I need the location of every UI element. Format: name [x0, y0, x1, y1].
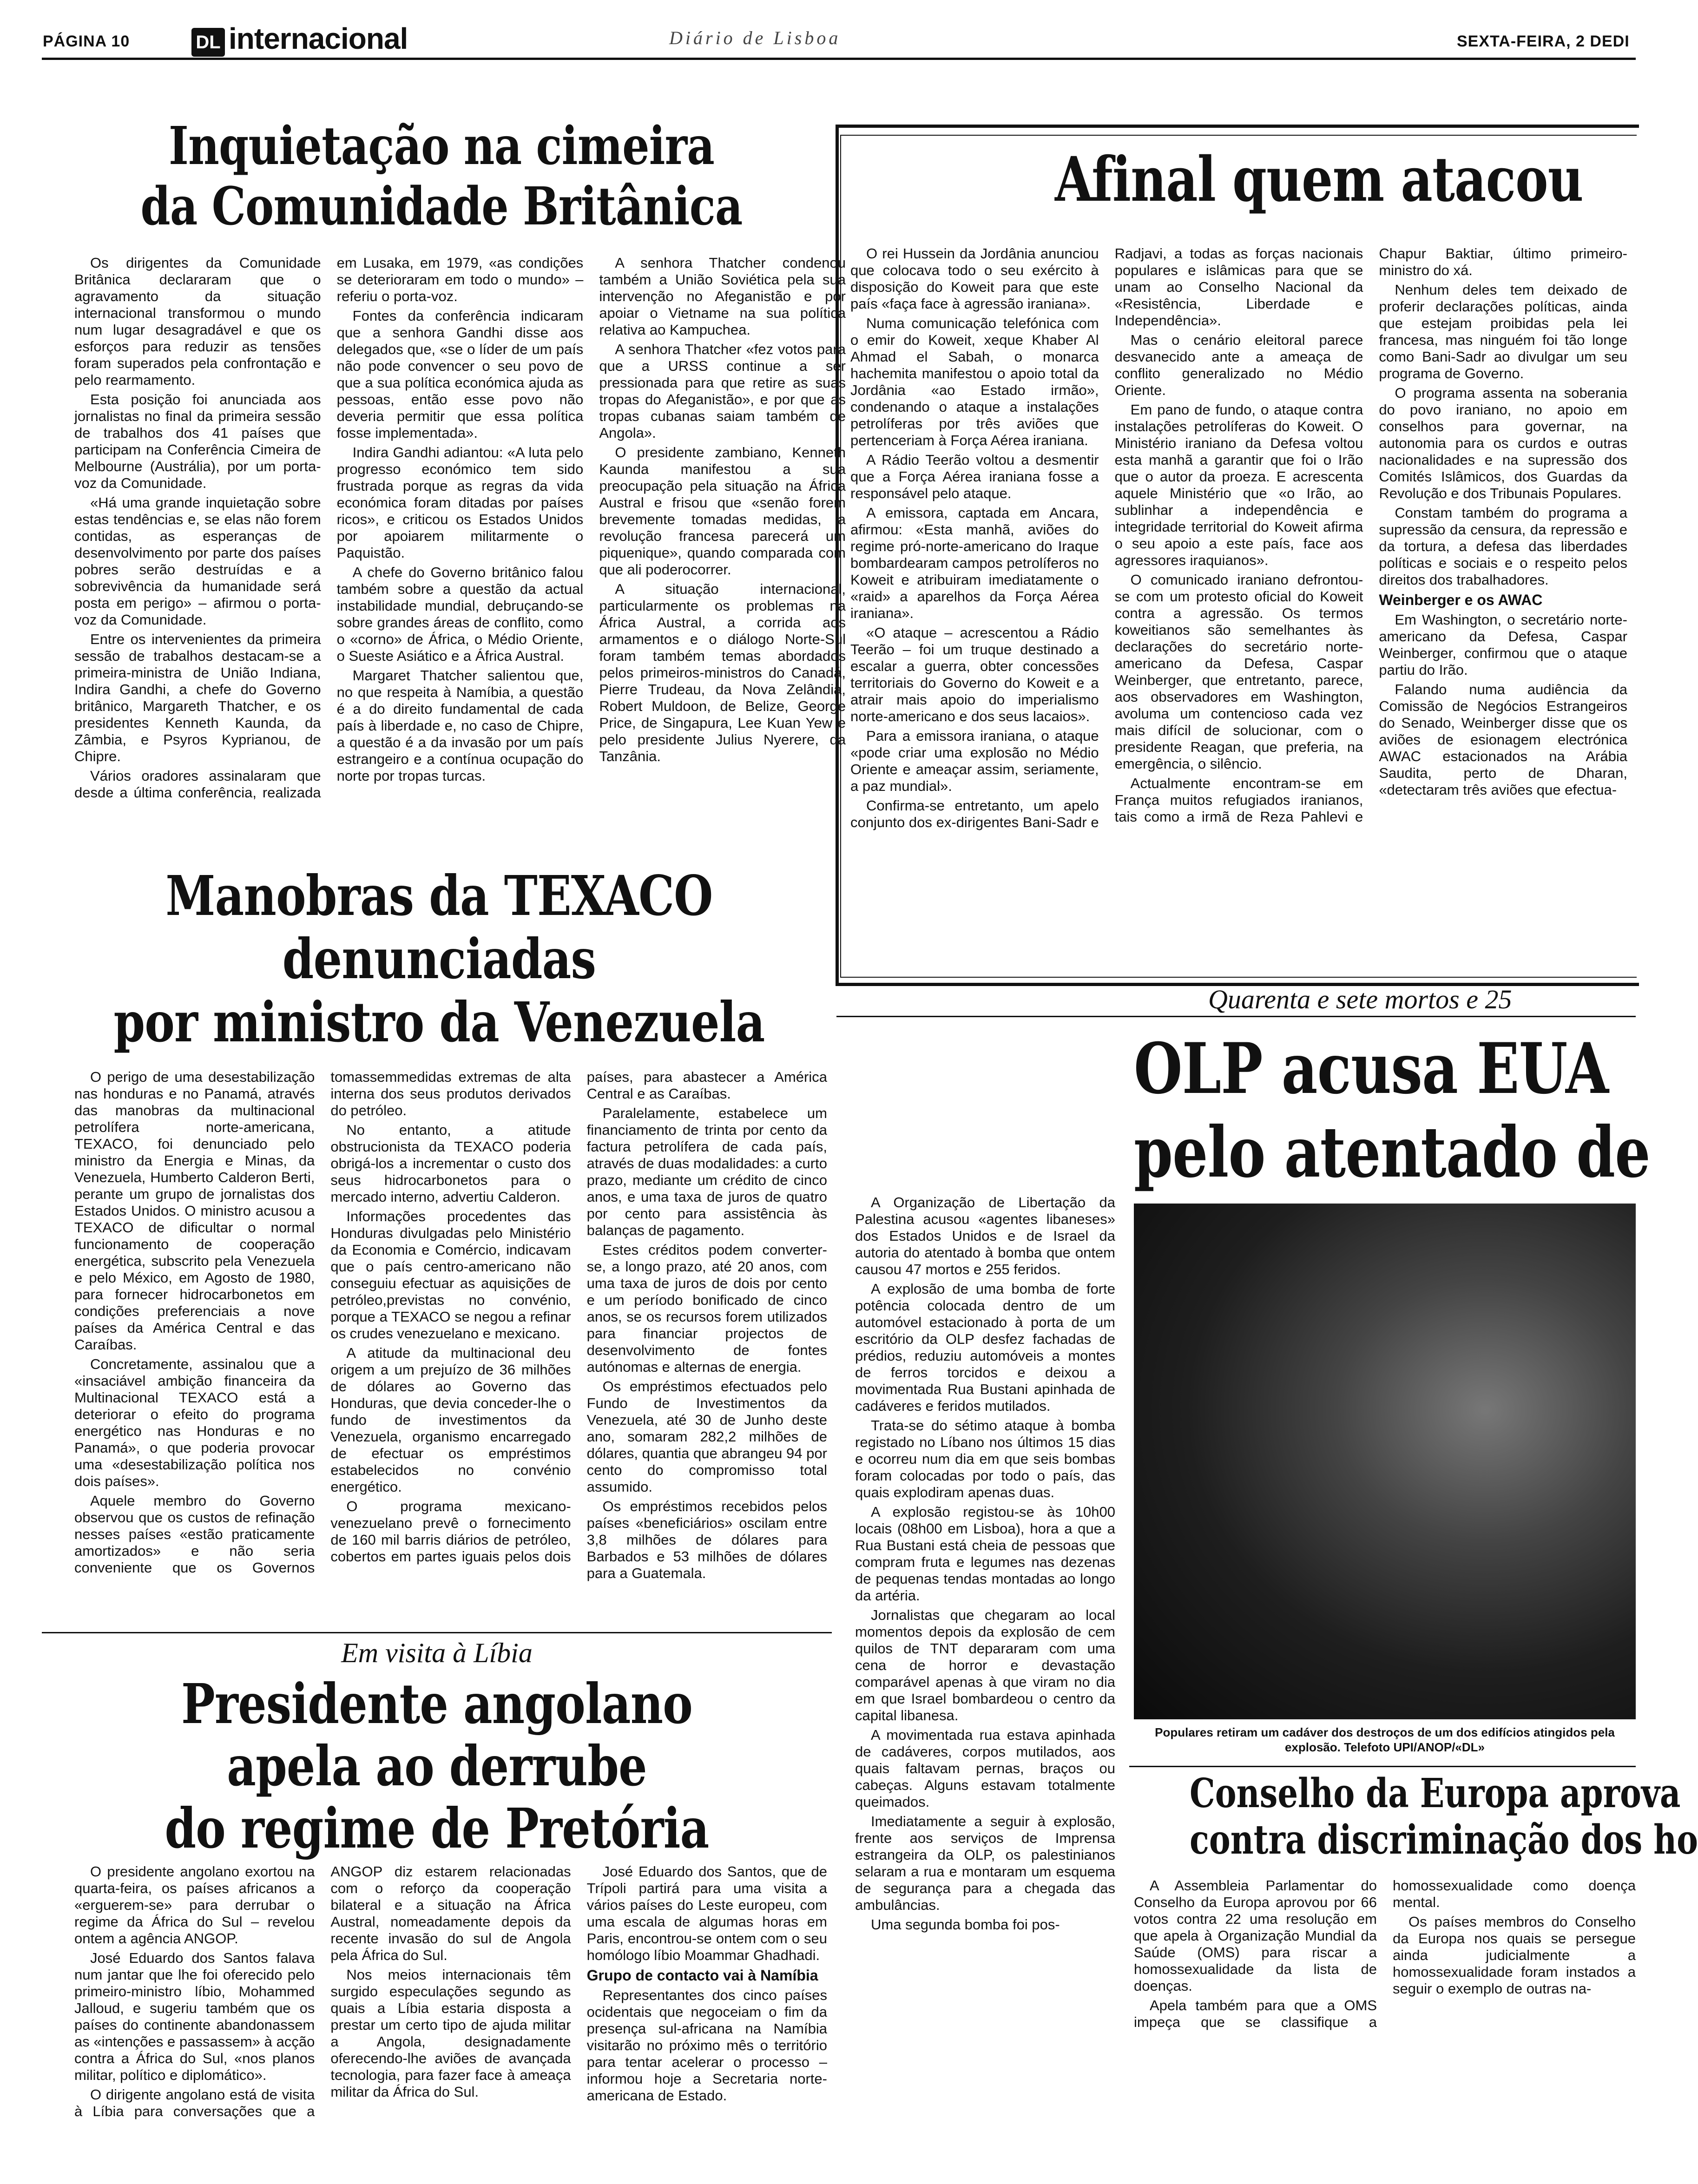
angola-paragraph: Nos meios internacionais têm surgido especulações segundo as quais a Líbia estaria disposta a prestar um certo tipo de ajuda militar a Angola, designadamente oferecendo-lhe aviões de avançada tecnologia, para fazer face à ameaça militar da África do Sul.	[330, 1967, 571, 2100]
page-date: SEXTA-FEIRA, 2 DEDI	[1457, 33, 1630, 50]
angola-subhead: Grupo de contacto vai à Namíbia	[586, 1967, 818, 1984]
page-number: PÁGINA 10	[43, 33, 130, 50]
angola-headline-line2: apela ao derrube	[227, 1734, 647, 1798]
afinal-paragraph: A Rádio Teerão voltou a desmentir que a Força Aérea iraniana fosse a responsável pelo ataque.	[850, 452, 1099, 501]
texaco-paragraph: Aquele membro do Governo observou que os custos de refinação nesses países «estão praticamente amortizados» e não seria conveniente que os Governos tomassemmedidas extremas de alta interna dos seus produtos derivados do petróleo.	[74, 1069, 571, 1576]
afinal-paragraph: Em pano de fundo, o ataque contra instalações petrolíferas do Koweit. O Ministério iraniano da Defesa voltou esta manhã a garantir que foi o Irão que o autor da proeza. E acrescenta aquele Ministério que «o Irão, ao sublinhar a independência e integridade territorial do Koweit afirma o seu apoio a este país, face aos agressores iraquianos».	[1114, 401, 1363, 568]
angola-headline	[42, 1673, 832, 1860]
cimeira-paragraph: Vários oradores assinalaram que desde a última conferência, realizada em Lusaka, em 1979, «as condições se deterioraram em todo o mundo» – referiu o porta-voz.	[74, 255, 584, 801]
texaco-paragraph: O programa mexicano-venezuelano prevê o fornecimento de 160 mil barris diários de petróleo, cobertos em partes iguais pelos dois países, para abastecer a América Central e as Caraíbas.	[330, 1069, 827, 1565]
afinal-paragraph: Confirma-se entretanto, um apelo conjunto dos ex-dirigentes Bani-Sadr e Radjavi, a todas as forças nacionais populares e islâmicas para que se unam ao Conselho Nacional da «Resistência, Liberdade e Independência».	[850, 245, 1363, 830]
afinal-paragraph: Falando numa audiência da Comissão de Negócios Estrangeiros do Senado, Weinberger disse que os aviões de esionagem electrónica AWAC estacionados na Arábia Saudita, perto de Dharan, «detectaram três aviões que efectua-	[1379, 681, 1627, 798]
afinal-paragraph: Para a emissora iraniana, o ataque «pode criar uma explosão no Médio Oriente e ameaçar assim, seriamente, a paz mundial».	[850, 728, 1099, 794]
olp-headline-line1: OLP acusa EUA	[1134, 1028, 1609, 1110]
cimeira-paragraph: A senhora Thatcher «fez votos para que a URSS continue a ser pressionada para que retire as suas tropas do Afeganistão», e por que as tropas cubanas saiam também de Angola».	[599, 341, 846, 441]
texaco-headline	[42, 864, 836, 1054]
afinal-paragraph: Constam também do programa a supressão da censura, da repressão e da tortura, a defesa das liberdades políticas e sociais e o respeito pelos direitos dos trabalhadores.	[1379, 505, 1627, 588]
texaco-paragraph: Os empréstimos recebidos pelos países «beneficiários» oscilam entre 3,8 milhões de dólares para Barbados e 53 milhões de dólares para a Guatemala.	[586, 1498, 827, 1581]
angola-paragraph: José Eduardo dos Santos falava num jantar que lhe foi oferecido pelo primeiro-ministro líbio, Mohammed Jalloud, e sugeriu também que os países do continente abandonassem as «intenções e passassem» à acção contra a África do Sul, «nos planos militar, político e diplomático».	[74, 1950, 315, 2083]
conselho-top-rule	[1129, 1766, 1636, 1767]
angola-top-rule	[42, 1632, 832, 1633]
olp-top-rule	[836, 1016, 1636, 1017]
conselho-headline-line1: Conselho da Europa aprova	[1190, 1770, 1681, 1817]
cimeira-paragraph: Indira Gandhi adiantou: «A luta pelo progresso económico tem sido frustrada porque as regras da vida económica foram ditadas por países ricos», e criticou os Estados Unidos por apoiarem militarmente o Paquistão.	[336, 444, 584, 561]
olp-paragraph: Imediatamente a seguir à explosão, frente aos serviços de Imprensa estrangeira da OLP, os palestinianos selaram a rua e montaram um esquema de segurança para a chegada das ambulâncias.	[855, 1813, 1115, 1913]
texaco-body	[74, 1069, 827, 1617]
afinal-paragraph: Actualmente encontram-se em França muitos refugiados iranianos, tais como a irmã de Reza Pahlevi e Chapur Baktiar, último primeiro-ministro do xá.	[1114, 245, 1627, 825]
texaco-paragraph: Os empréstimos efectuados pelo Fundo de Investimentos da Venezuela, até 30 de Junho deste ano, somaram 282,2 milhões de dólares, quantia que abrangeu 94 por cento do compromisso total assumido.	[586, 1378, 827, 1495]
olp-paragraph: A explosão registou-se às 10h00 locais (08h00 em Lisboa), hora a que a Rua Bustani está cheia de pessoas que compram fruta e legumes nas dezenas de pequenas tendas montadas ao longo da artéria.	[855, 1504, 1115, 1604]
cimeira-body	[74, 255, 846, 831]
olp-headline	[1134, 1027, 1650, 1194]
texaco-paragraph: No entanto, a atitude obstrucionista da TEXACO poderia obrigá-los a incrementar o custo dos seus hidrocarbonetos para o mercado interno, advertiu Calderon.	[330, 1122, 571, 1205]
cimeira-headline-line1: Inquietação na cimeira	[168, 116, 715, 177]
olp-paragraph: Jornalistas que chegaram ao local momentos depois da explosão de cem quilos de TNT depararam com uma cena de horror e devastação comparável apenas à que viram no dia em que Israel bombardeou o centro da capital libanesa.	[855, 1607, 1115, 1724]
bombing-photo	[1134, 1204, 1636, 1719]
cimeira-headline	[42, 116, 841, 237]
afinal-paragraph: Mas o cenário eleitoral parece desvanecido ante a ameaça de conflito generalizado no Médio Oriente.	[1114, 332, 1363, 398]
cimeira-paragraph: «Há uma grande inquietação sobre estas tendências e, se elas não forem contidas, as esperanças de desenvolvimento por parte dos países pobres serão destruídas e a sobrevivência da humanidade será posta em perigo» – afirmou o porta-voz da Comunidade.	[74, 494, 321, 628]
afinal-body	[850, 245, 1627, 942]
conselho-headline-line2: contra discriminação dos ho	[1190, 1816, 1698, 1863]
section-title: internacional	[229, 22, 408, 55]
photo-caption: Populares retiram um cadáver dos destroços de um dos edifícios atingidos pela explosão. Telefoto UPI/ANOP/«DL»	[1155, 1725, 1615, 1754]
olp-paragraph: A Organização de Libertação da Palestina acusou «agentes libaneses» dos Estados Unidos e de Israel da autoria do atentado à bomba que ontem causou 47 mortos e 255 feridos.	[855, 1194, 1115, 1277]
cimeira-paragraph: Fontes da conferência indicaram que a senhora Gandhi disse aos delegados que, «se o líder de um país não pode convencer o seu povo de que a sua política económica ajuda as pessoas, então esse povo não deveria permitir que essa política fosse implementada».	[336, 308, 584, 441]
olp-paragraph: A explosão de uma bomba de forte potência colocada dentro de um automóvel estacionado à porta de um escritório da OLP desfez fachadas de prédios, reduziu automóveis a montes de ferros torcidos e deixou a movimentada Rua Bustani apinhada de cadáveres e feridos mutilados.	[855, 1281, 1115, 1414]
afinal-paragraph: Nenhum deles tem deixado de proferir declarações políticas, ainda que estejam proibidas pela lei francesa, mas ninguém foi tão longe como Bani-Sadr ao divulgar um seu programa de Governo.	[1379, 282, 1627, 382]
conselho-headline	[1190, 1770, 1698, 1863]
angola-body	[74, 1863, 827, 2179]
texaco-paragraph: O perigo de uma desestabilização nas honduras e no Panamá, através das manobras da multinacional petrolífera norte-americana, TEXACO, foi denunciado pelo ministro da Energia e Minas, da Venezuela, Humberto Calderon Berti, perante um grupo de jornalistas dos Estados Unidos. O ministro acusou a TEXACO de dificultar o normal funcionamento de cooperação energética, subscrito pela Venezuela e pelo México, em Agosto de 1980, para fornecer hidrocarbonetos em condições preferenciais a nove países da América Central e das Caraíbas.	[74, 1069, 315, 1353]
header-rule	[42, 58, 1636, 60]
afinal-paragraph: O programa assenta na soberania do povo iraniano, no apoio em conselhos para governar, na autonomia para os curdos e outras nacionalidades e na supressão dos Comités Islâmicos, dos Guardas da Revolução e dos Tribunais Populares.	[1379, 385, 1627, 501]
olp-kicker: Quarenta e sete mortos e 25	[1208, 984, 1512, 1014]
texaco-paragraph: Concretamente, assinalou que a «insaciável ambição financeira da Multinacional TEXACO está a deteriorar o efeito do programa energético nas Honduras e no Panamá», o que poderia provocar uma «desestabilização política nos dois países».	[74, 1356, 315, 1489]
conselho-paragraph: Os países membros do Conselho da Europa nos quais se persegue ainda judicialmente a homossexualidade foram instados a seguir o exemplo de outras na-	[1393, 1914, 1636, 1997]
texaco-headline-line1: Manobras da TEXACO	[165, 863, 713, 928]
afinal-paragraph: Em Washington, o secretário norte-americano da Defesa, Caspar Weinberger, confirmou que o ataque partiu do Irão.	[1379, 612, 1627, 678]
afinal-subhead: Weinberger e os AWAC	[1379, 592, 1543, 608]
angola-paragraph: Representantes dos cinco países ocidentais que negoceiam o fim da presença sul-africana na Namíbia visitarão no próximo mês o território para tentar acelerar o processo – informou hoje a Secretaria norte-americana de Estado.	[586, 1987, 827, 2104]
afinal-headline: Afinal quem atacou	[1055, 144, 1583, 216]
afinal-paragraph: O comunicado iraniano defrontou-se com um protesto oficial do Koweit contra a agressão. Os termos koweitianos são semelhantes às declarações do secretário norte-americano da Defesa, Caspar Weinberger, que entretanto, parece, aos observadores em Washington, avoluma um contencioso cada vez mais difícil de solucionar, com o presidente Reagan, que preferia, na emergência, o silêncio.	[1114, 572, 1363, 772]
olp-paragraph: A movimentada rua estava apinhada de cadáveres, corpos mutilados, aos quais faltavam pernas, braços ou cabeças. Alguns estavam totalmente queimados.	[855, 1727, 1115, 1810]
angola-kicker: Em visita à Líbia	[341, 1638, 533, 1668]
angola-paragraph: José Eduardo dos Santos, que de Trípoli partirá para uma visita a vários países do Leste europeu, com uma escala de algumas horas em Paris, encontrou-se ontem com o seu homólogo líbio Moammar Ghadhadi.	[586, 1863, 827, 1963]
cimeira-headline-line2: da Comunidade Britânica	[140, 176, 743, 237]
cimeira-paragraph: Entre os intervenientes da primeira sessão de trabalhos destacam-se a primeira-ministra de União Indiana, Indira Gandhi, a chefe do Governo britânico, Margareth Thatcher, e os presidentes Kenneth Kaunda, da Zâmbia, e Psyros Kyprianou, de Chipre.	[74, 631, 321, 764]
texaco-headline-line2: denunciadas	[282, 927, 596, 991]
cimeira-paragraph: A situação internacional, particularmente os problemas na África Austral, a corrida aos armamentos e o diálogo Norte-Sul foram também temas abordados pelos primeiros-ministros do Canadá, Pierre Trudeau, da Nova Zelândia, Robert Muldoon, de Belize, George Price, de Singapura, Lee Kuan Yew e pelo presidente Julius Nyerere, da Tanzânia.	[599, 581, 846, 764]
conselho-body	[1134, 1877, 1636, 2179]
olp-body	[855, 1194, 1115, 2179]
angola-paragraph: O presidente angolano exortou na quarta-feira, os países africanos a «erguerem-se» para derrubar o regime da África do Sul – revelou ontem a agência ANGOP.	[74, 1863, 315, 1947]
angola-headline-line1: Presidente angolano	[181, 1671, 693, 1736]
cimeira-paragraph: Os dirigentes da Comunidade Britânica declararam que o agravamento da situação internacional transformou o mundo num lugar desagradável e que os esforços para reduzir as tensões foram superados pela confrontação e pelo rearmamento.	[74, 255, 321, 388]
conselho-paragraph: A Assembleia Parlamentar do Conselho da Europa aprovou por 66 votos contra 22 uma resolução em que apela à Organização Mundial da Saúde (OMS) para riscar a homossexualidade da lista de doenças.	[1134, 1877, 1377, 1994]
cimeira-paragraph: Margaret Thatcher salientou que, no que respeita à Namíbia, a questão é a do direito fundamental de cada país à liberdade e, no caso de Chipre, a questão é a da invasão por um país estrangeiro e a contínua ocupação do norte por tropas turcas.	[336, 667, 584, 784]
texaco-paragraph: A atitude da multinacional deu origem a um prejuízo de 36 milhões de dólares ao Governo das Honduras, que devia conceder-lhe o fundo de investimentos da Venezuela, organismo encarregado de efectuar os empréstimos estabelecidos no convénio energético.	[330, 1345, 571, 1495]
olp-paragraph: Uma segunda bomba foi pos-	[871, 1916, 1060, 1933]
afinal-paragraph: O rei Hussein da Jordânia anunciou que colocava todo o seu exército à disposição do Koweit para que este país «faça face à agressão iraniana».	[850, 245, 1099, 312]
masthead-script: Diário de Lisboa	[669, 27, 841, 48]
afinal-paragraph: «O ataque – acrescentou a Rádio Teerão – foi um truque destinado a escalar a guerra, obter concessões territoriais do Governo do Koweit e a atrair mais apoio do imperialismo norte-americano e dos seus lacaios».	[850, 625, 1099, 724]
conselho-paragraph: Apela também para que a OMS impeça que se classifique a homossexualidade como doença mental.	[1134, 1877, 1636, 2030]
olp-headline-line2: pelo atentado de	[1134, 1112, 1650, 1193]
cimeira-paragraph: O presidente zambiano, Kenneth Kaunda manifestou a sua preocupação pela situação na África Austral e frisou que «senão forem brevemente tomadas medidas, a revolução francesa parecerá um piquenique», quando comparada com que ali poderocorrer.	[599, 444, 846, 578]
cimeira-paragraph: Esta posição foi anunciada aos jornalistas no final da primeira sessão de trabalhos dos 41 países que participam na Conferência Cimeira de Melbourne (Austrália), por um porta-voz da Comunidade.	[74, 391, 321, 491]
afinal-paragraph: A emissora, captada em Ancara, afirmou: «Esta manhã, aviões do regime pró-norte-americano do Iraque bombardearam campos petrolíferos no Koweit e atribuiram imediatamente o «raid» a aparelhos da Força Aérea iraniana».	[850, 505, 1099, 621]
afinal-paragraph: Numa comunicação telefónica com o emir do Koweit, xeque Khaber Al Ahmad el Sabah, o monarca hachemita manifestou o apoio total da Jordânia «ao Estado irmão», condenando o ataque a instalações petrolíferas por três aviões que pertenceriam à Força Aérea iraniana.	[850, 315, 1099, 448]
texaco-paragraph: Informações procedentes das Honduras divulgadas pelo Ministério da Economia e Comércio, indicavam que o país centro-americano não conseguiu efectuar as aquisições de petróleo,previstas no convénio, porque a TEXACO se negou a refinar os crudes venezuelano e mexicano.	[330, 1208, 571, 1342]
texaco-paragraph: Estes créditos podem converter-se, a longo prazo, até 20 anos, com uma taxa de juros de dois por cento e um período bonificado de cinco anos, se os recursos forem utilizados para financiar projectos de desenvolvimento de fontes autónomas e alternas de energia.	[586, 1242, 827, 1375]
cimeira-paragraph: A chefe do Governo britânico falou também sobre a questão da actual instabilidade mundial, debruçando-se sobre grandes áreas de conflito, como o «corno» de África, o Médio Oriente, o Sueste Asiático e a África Austral.	[336, 564, 584, 664]
olp-paragraph: Trata-se do sétimo ataque à bomba registado no Líbano nos últimos 15 dias e ocorreu num dia em que seis bombas foram colocadas por todo o país, das quais explodiram apenas duas.	[855, 1417, 1115, 1500]
dl-logo: DL	[191, 28, 225, 57]
angola-headline-line3: do regime de Pretória	[165, 1796, 709, 1861]
texaco-paragraph: Paralelamente, estabelece um financiamento de trinta por cento da factura petrolífera de cada país, através de duas modalidades: a curto prazo, mediante um crédito de cinco anos, e uma taxa de juros de quatro por cento para assistência às balanças de pagamento.	[586, 1105, 827, 1238]
texaco-headline-line3: por ministro da Venezuela	[113, 990, 765, 1054]
cimeira-paragraph: A senhora Thatcher condenou também a União Soviética pela sua intervenção no Afeganistão e por apoiar o Vietname na sua política relativa ao Kampuchea.	[599, 255, 846, 338]
angola-paragraph: O dirigente angolano está de visita à Líbia para conversações que a ANGOP diz estarem relacionadas com o reforço da cooperação bilateral e a situação na África Austral, nomeadamente depois da recente invasão do sul de Angola pela África do Sul.	[74, 1863, 571, 2119]
